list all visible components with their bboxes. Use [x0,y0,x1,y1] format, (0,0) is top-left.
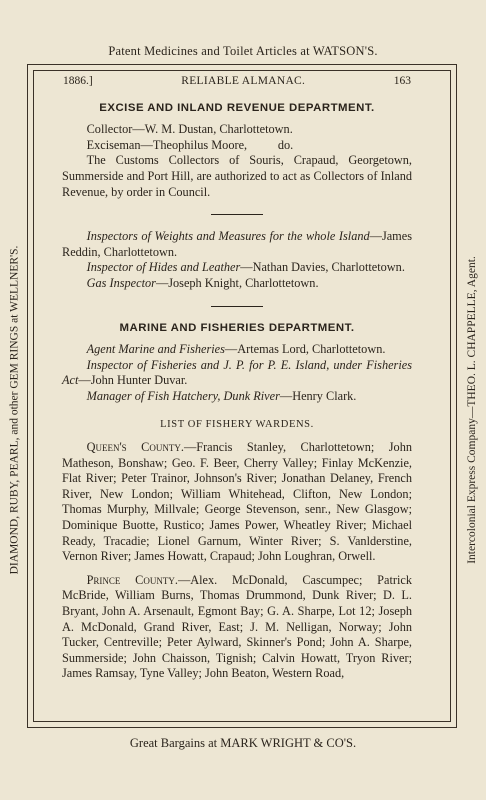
right-margin-text: Intercolonial Express Company—THEO. L. CHAPPELLE, Agent. [466,256,478,564]
hatchery-manager-names: —Henry Clark. [279,388,357,403]
prince-county-label: Prince County. [86,572,178,587]
excise-collector: Collector—W. M. Dustan, Charlottetown. [86,122,293,137]
left-margin-text: DIAMOND, RUBY, PEARL, and other GEM RINGS at WELLNER'S. [8,245,20,575]
header-year: 1886.] [63,75,93,87]
prince-county-wardens [62,573,412,682]
marine-agent-entry [62,342,412,358]
queens-county-wardens [62,440,412,565]
right-margin-advertisement [462,60,482,760]
hides-inspector-entry [62,260,412,276]
section-divider [211,214,263,215]
page-body [62,74,412,682]
weights-inspectors-title: Inspectors of Weights and Measures for the whole Island [86,229,370,244]
left-margin-advertisement [4,60,24,760]
gas-inspector-names: —Joseph Knight, Charlottetown. [155,275,319,290]
fisheries-inspector-title: Inspector of Fisheries and J. P. for P. E. Island, under Fisheries Act [62,357,412,388]
hides-inspector-names: —Nathan Davies, Charlottetown. [240,260,405,275]
hatchery-manager-entry [62,389,412,405]
wardens-heading: LIST OF FISHERY WARDENS. [160,418,314,430]
gas-inspector-title: Gas Inspector [86,275,156,290]
gas-inspector-entry [62,276,412,292]
queens-county-label: Queen's County. [86,440,184,455]
fisheries-inspector-names: —John Hunter Duvar. [78,373,188,388]
fisheries-inspector-entry [62,358,412,389]
excise-heading: EXCISE AND INLAND REVENUE DEPARTMENT. [99,101,375,114]
marine-agent-names: —Artemas Lord, Charlottetown. [224,342,386,357]
weights-inspectors-names: —James Reddin, Charlottetown. [62,229,412,259]
bottom-advertisement: Great Bargains at MARK WRIGHT & CO'S. [129,736,357,750]
marine-heading: MARINE AND FISHERIES DEPARTMENT. [119,321,355,334]
excise-customs-note: The Customs Collectors of Souris, Crapaud, Georgetown, Summerside and Port Hill, are authorized to act as Collectors of Inland Revenue, by order in Council. [62,153,412,199]
hides-inspector-title: Inspector of Hides and Leather [86,260,241,275]
prince-county-text: —Alex. McDonald, Cascumpec; Patrick McBride, William Burns, Thomas Drummond, Dunk River; D. L. Bryant, John A. Arsenault, Egmont Bay; G. A. Sharpe, Lot 12; Joseph A. McDonald, Grand River, East; J. M. Nelligan, Norway; John Tucker, Centreville; Peter Aylward, Skinner's Pond; John A. Sharpe, Summerside; John Chaisson, Tignish; Calvin Howatt, Tryon River; James Ramsay, Tyne Valley; John Beaton, Western Road, [62,572,412,681]
section-divider [211,306,263,307]
weights-inspectors-entry [62,229,412,260]
marine-agent-title: Agent Marine and Fisheries [86,342,225,357]
excise-exciseman: Exciseman—Theophilus Moore, do. [86,137,294,152]
page-number: 163 [393,75,411,87]
top-advertisement: Patent Medicines and Toilet Articles at WATSON'S. [108,44,378,58]
hatchery-manager-title: Manager of Fish Hatchery, Dunk River [86,388,280,403]
header-title: RELIABLE ALMANAC. [181,75,306,87]
running-header [62,74,412,90]
queens-county-text: —Francis Stanley, Charlottetown; John Matheson, Bonshaw; Geo. F. Beer, Cherry Valley; Finlay McKenzie, Flat River; Peter Trainor, Johnson's River; Jonathan Delaney, French River, New London; William Whitehead, Clifton, New London; Thomas Murphy, Millvale; George Stevenson, senr., New Glasgow; Dominique Buotte, Rustico; James Power, Wheatley River; Michael Ready, Tracadie; Lionel Garnum, Winter River; S. Vanlderstine, Vernon River; James Howatt, Crapaud; John Loughran, Orwell. [62,440,412,564]
